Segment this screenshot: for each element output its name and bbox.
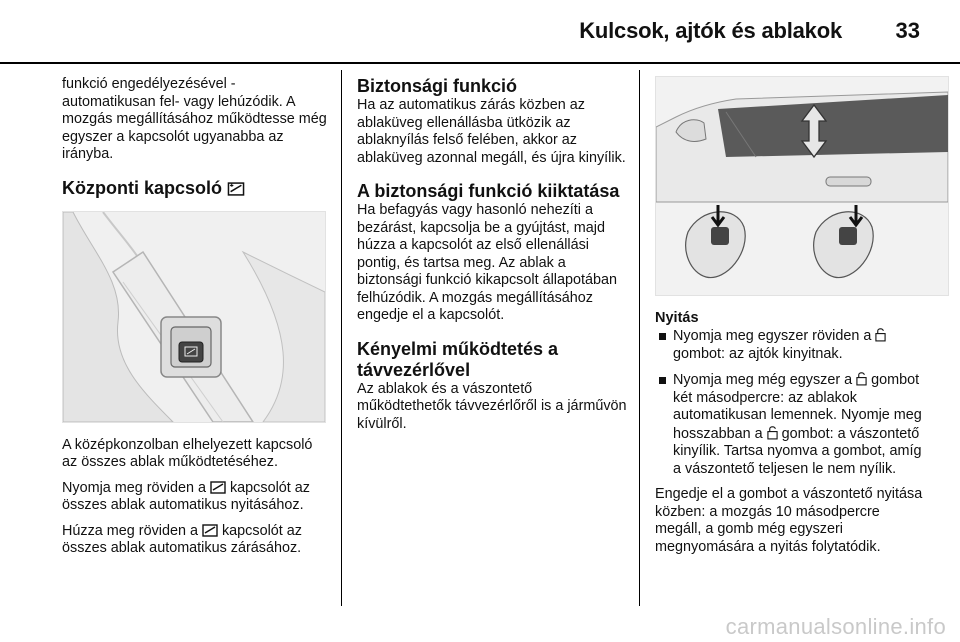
paragraph-safety: Ha az automatikus zárás közben az ablaküveg ellenállásba ütközik az ablaknyílás felső felében, akkor az ablaküveg azonnal megáll, és újra kinyílik. — [357, 97, 626, 166]
figure-caption: A középkonzolban elhelyezett kapcsoló az összes ablak működtetéséhez. — [62, 436, 313, 470]
column-middle — [357, 76, 629, 441]
page-header — [0, 0, 960, 62]
console-switch-illustration — [63, 212, 325, 422]
window-switch-icon — [227, 182, 245, 196]
unlock-padlock-icon — [856, 371, 867, 386]
heading-safety-function: Biztonsági funkció — [357, 76, 518, 96]
column-divider-1 — [341, 70, 342, 606]
opening-steps-list — [655, 327, 927, 478]
intro-paragraph: funkció engedélyezésével - automatikusan fel- vagy lehúzódik. A mozgás megállításához működtesse még egyszer a kapcsolót ugyanabba az irányba. — [62, 76, 327, 162]
console-switch-figure — [62, 211, 326, 423]
list-item: Nyomja meg egyszer röviden a gombot: az ajtók kinyitnak. — [655, 327, 927, 363]
paragraph-override: Ha befagyás vagy hasonló nehezíti a bezárást, kapcsolja be a gyújtást, majd húzza a kapcsolót az első ellenállási pontig, és tartsa meg. Az ablak a biztonsági funkció kikapcsolt állapotában felhúzódik. A mozgás megállításához engedje el a kapcsolót. — [357, 202, 617, 323]
column-divider-2 — [639, 70, 640, 606]
heading-central-switch: Központi kapcsoló — [62, 178, 330, 199]
heading-override-safety: A biztonsági funkció kiiktatása — [357, 181, 620, 201]
remote-window-illustration — [656, 77, 948, 295]
unlock-padlock-icon — [875, 327, 886, 342]
column-left — [62, 76, 330, 566]
window-switch-icon — [202, 524, 218, 537]
page-title: Kulcsok, ajtók és ablakok — [579, 18, 842, 43]
header-divider — [0, 62, 960, 64]
page-number: 33 — [895, 18, 920, 43]
paragraph-open-all: Nyomja meg röviden a kapcsolót az összes ablak automatikus nyitásához. — [62, 479, 310, 513]
list-item: Nyomja meg még egyszer a gombot két másodpercre: az ablakok automatikusan lemennek. Nyomje meg hosszabban a gombot: a vászontető kinyílik. Tartsa nyomva a gombot, amíg a vászontető teljesen le nem nyílik. — [655, 371, 927, 478]
paragraph-comfort: Az ablakok és a vászontető működtethetők távvezérlőről is a járművön kívülről. — [357, 380, 627, 432]
watermark: carmanualsonline.info — [725, 614, 946, 639]
heading-comfort-operation: Kényelmi működtetés a távvezérlővel — [357, 338, 559, 380]
paragraph-close-all: Húzza meg röviden a kapcsolót az összes ablak automatikus zárásához. — [62, 522, 302, 556]
paragraph-release: Engedje el a gombot a vászontető nyitása közben: a mozgás 10 másodpercre megáll, a gomb még egyszeri megnyomására a nyitás folytatódik. — [655, 486, 923, 555]
column-right — [655, 76, 927, 564]
window-switch-icon — [210, 481, 226, 494]
remote-window-figure — [655, 76, 949, 296]
heading-opening: Nyitás — [655, 310, 699, 326]
unlock-padlock-icon — [767, 425, 778, 440]
